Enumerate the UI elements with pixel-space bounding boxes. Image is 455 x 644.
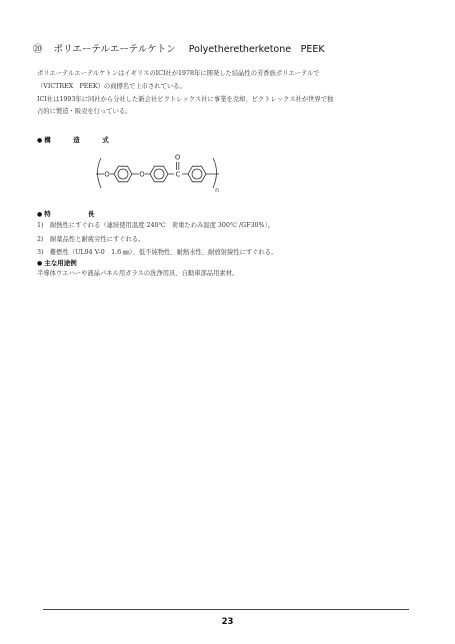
title-japanese: ポリエーテルエーテルケトン bbox=[53, 44, 176, 55]
oxygen-atom-1: O bbox=[104, 170, 110, 179]
list-item bbox=[37, 219, 417, 233]
structure-heading bbox=[37, 135, 117, 144]
intro-line: 占的に製造・販売を行っている。 bbox=[37, 108, 132, 116]
features-heading bbox=[37, 209, 102, 218]
list-index: 1) bbox=[37, 222, 44, 229]
bullet-icon: ● bbox=[37, 137, 43, 144]
list-text: 耐薬品性と耐疲労性にすぐれる。 bbox=[50, 235, 145, 243]
features-list bbox=[37, 219, 417, 260]
list-item bbox=[37, 233, 417, 247]
list-item bbox=[37, 246, 417, 260]
intro-line: ポリエーテルエーテルケトンはイギリスのICI社が1978年に開発した結晶性の芳香族ポリエーテルで bbox=[37, 70, 320, 77]
bullet-icon: ● bbox=[37, 211, 43, 218]
benzene-ring-3 bbox=[188, 166, 206, 182]
intro-line: ICI社は1993年に同社から分社した新会社ビクトレックス社に事業を売却、ビクトレックス社が世界で独 bbox=[37, 95, 334, 103]
section-title bbox=[33, 41, 433, 55]
bullet-icon: ● bbox=[37, 260, 43, 267]
oxygen-atom-2: O bbox=[139, 170, 145, 179]
repeat-subscript-n: n bbox=[215, 187, 219, 194]
intro-paragraph bbox=[37, 68, 407, 119]
title-english: Polyetheretherketone PEEK bbox=[188, 44, 325, 55]
right-bracket bbox=[213, 158, 217, 188]
uses-heading-label: 主な用途例 bbox=[44, 259, 77, 267]
page-number: 23 bbox=[221, 617, 234, 627]
carbon-atom: C bbox=[175, 170, 181, 179]
section-number: ⑳ bbox=[33, 44, 43, 55]
structural-formula bbox=[92, 148, 232, 196]
uses-text: 半導体ウエハーや液晶パネル用ガラスの洗浄用具、自動車部品用素材。 bbox=[37, 270, 239, 277]
benzene-ring-2 bbox=[150, 166, 168, 182]
features-heading-label: 特 長 bbox=[44, 210, 103, 218]
uses-heading bbox=[37, 258, 77, 267]
list-index: 3) bbox=[37, 249, 44, 257]
list-text: 難燃性（UL94 V-0 1.6 ㎜）、低不純物性、耐熱水性、耐放射線性にすぐれる。 bbox=[50, 249, 278, 257]
list-text: 耐熱性にすぐれる（連続使用温度 240℃ 荷重たわみ温度 300℃ /GF30%）。 bbox=[50, 222, 274, 229]
structure-heading-label: 構 造 式 bbox=[44, 136, 117, 144]
left-bracket bbox=[98, 158, 102, 188]
intro-line: （VICTREX PEEK）の商標名で上市されている。 bbox=[37, 82, 186, 90]
benzene-ring-1 bbox=[114, 166, 132, 182]
footer-divider bbox=[43, 609, 409, 610]
carbonyl-oxygen-atom: O bbox=[174, 153, 181, 162]
list-index: 2) bbox=[37, 235, 44, 243]
